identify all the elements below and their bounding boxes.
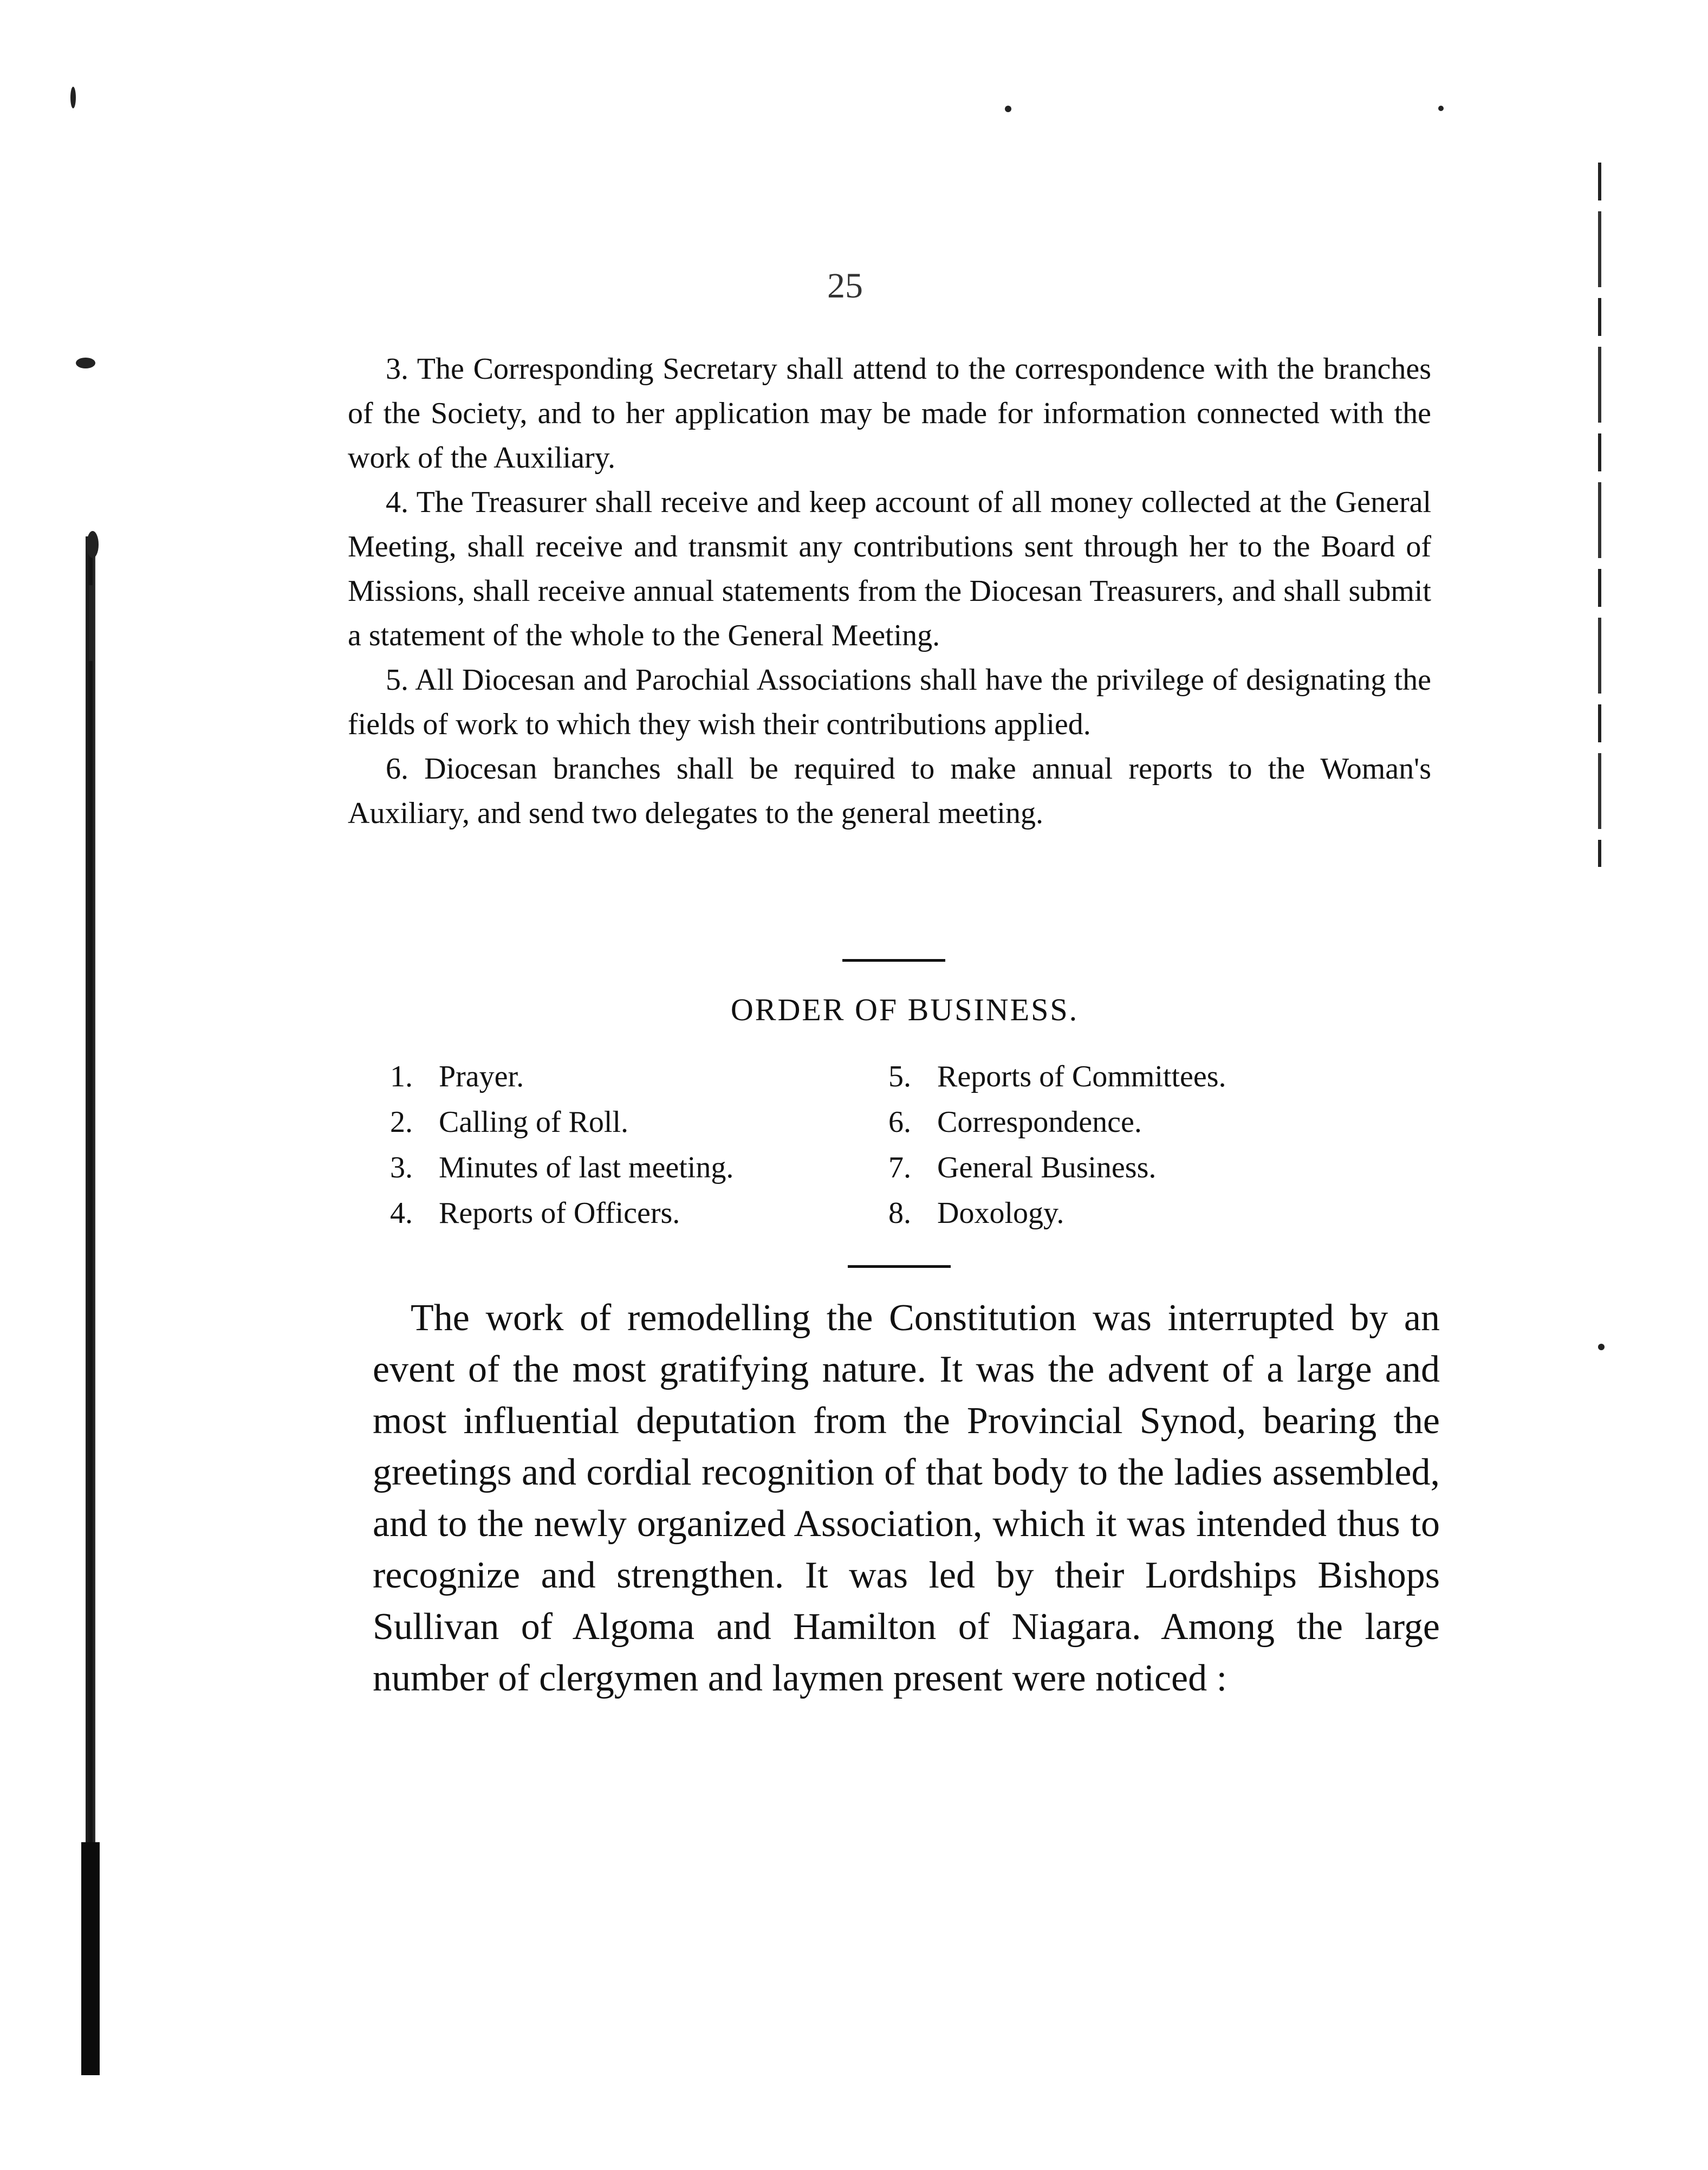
order-item (390, 1190, 733, 1236)
order-item-label: Doxology. (937, 1196, 1064, 1230)
order-item (888, 1099, 1226, 1145)
order-item-number: 2. (390, 1105, 413, 1139)
rule-paragraph: 6. Diocesan branches shall be required to make annual reports to the Woman's Auxiliary, and send two delegates to the general meeting. (348, 752, 1431, 830)
order-item-label: Reports of Officers. (439, 1196, 680, 1230)
scan-speck (1005, 106, 1011, 112)
order-item (888, 1145, 1226, 1190)
order-item-number: 3. (390, 1151, 413, 1184)
order-of-business-heading: ORDER OF BUSINESS. (730, 992, 1079, 1027)
order-item-label: Calling of Roll. (439, 1105, 628, 1139)
order-item-label: General Business. (937, 1151, 1157, 1184)
order-list-right (888, 1054, 1226, 1236)
rule-paragraph: 5. All Diocesan and Parochial Associations shall have the privilege of designating the fields of work to which they wish their contributions applied. (348, 663, 1431, 741)
binding-shadow-lower (81, 1842, 100, 2075)
scan-speck (76, 358, 95, 368)
scan-speck (70, 87, 76, 108)
section-divider (848, 1265, 951, 1268)
order-item-number: 7. (888, 1151, 911, 1184)
section-divider (842, 959, 945, 962)
scan-speck (87, 531, 99, 558)
order-list-left (390, 1054, 733, 1236)
right-edge-marks (1598, 163, 1601, 867)
scan-speck (1598, 1344, 1605, 1350)
rule-paragraph: 3. The Corresponding Secretary shall attend to the correspondence with the branches of the Society, and to her application may be made for information connected with the work of the Auxiliary. (348, 352, 1431, 475)
order-item-number: 6. (888, 1105, 911, 1139)
narrative-paragraph: The work of remodelling the Constitution was interrupted by an event of the most gratifying nature. It was the advent of a large and most influential deputation from the Provincial Synod, bearing the greetings and cordial recognition of that body to the ladies assembled, and to the newly organized Association, which it was intended thus to recognize and strengthen. It was led by their Lordships Bishops Sullivan of Algoma and Hamilton of Niagara. Among the large number of clergymen and laymen present were noticed : (373, 1297, 1440, 1699)
page-number: 25 (827, 266, 863, 306)
order-item-label: Reports of Committees. (937, 1060, 1226, 1093)
order-item (390, 1054, 733, 1099)
order-item (390, 1145, 733, 1190)
order-item-label: Prayer. (439, 1060, 524, 1093)
rule-paragraph: 4. The Treasurer shall receive and keep account of all money collected at the General Meeting, shall receive and transmit any contributions sent through her to the Board of Missions, shall receive annual statements from the Diocesan Treasurers, and shall submit a statement of the whole to the General Meeting. (348, 485, 1431, 652)
order-item-label: Correspondence. (937, 1105, 1142, 1139)
order-item-label: Minutes of last meeting. (439, 1151, 734, 1184)
order-item (888, 1054, 1226, 1099)
binding-shadow-upper (89, 585, 93, 661)
order-item (390, 1099, 733, 1145)
order-item (888, 1190, 1226, 1236)
order-item-number: 5. (888, 1060, 911, 1093)
order-item-number: 8. (888, 1196, 911, 1230)
order-item-number: 4. (390, 1196, 413, 1230)
constitution-rules (348, 347, 1431, 835)
scan-speck (1438, 106, 1444, 111)
order-item-number: 1. (390, 1060, 413, 1093)
